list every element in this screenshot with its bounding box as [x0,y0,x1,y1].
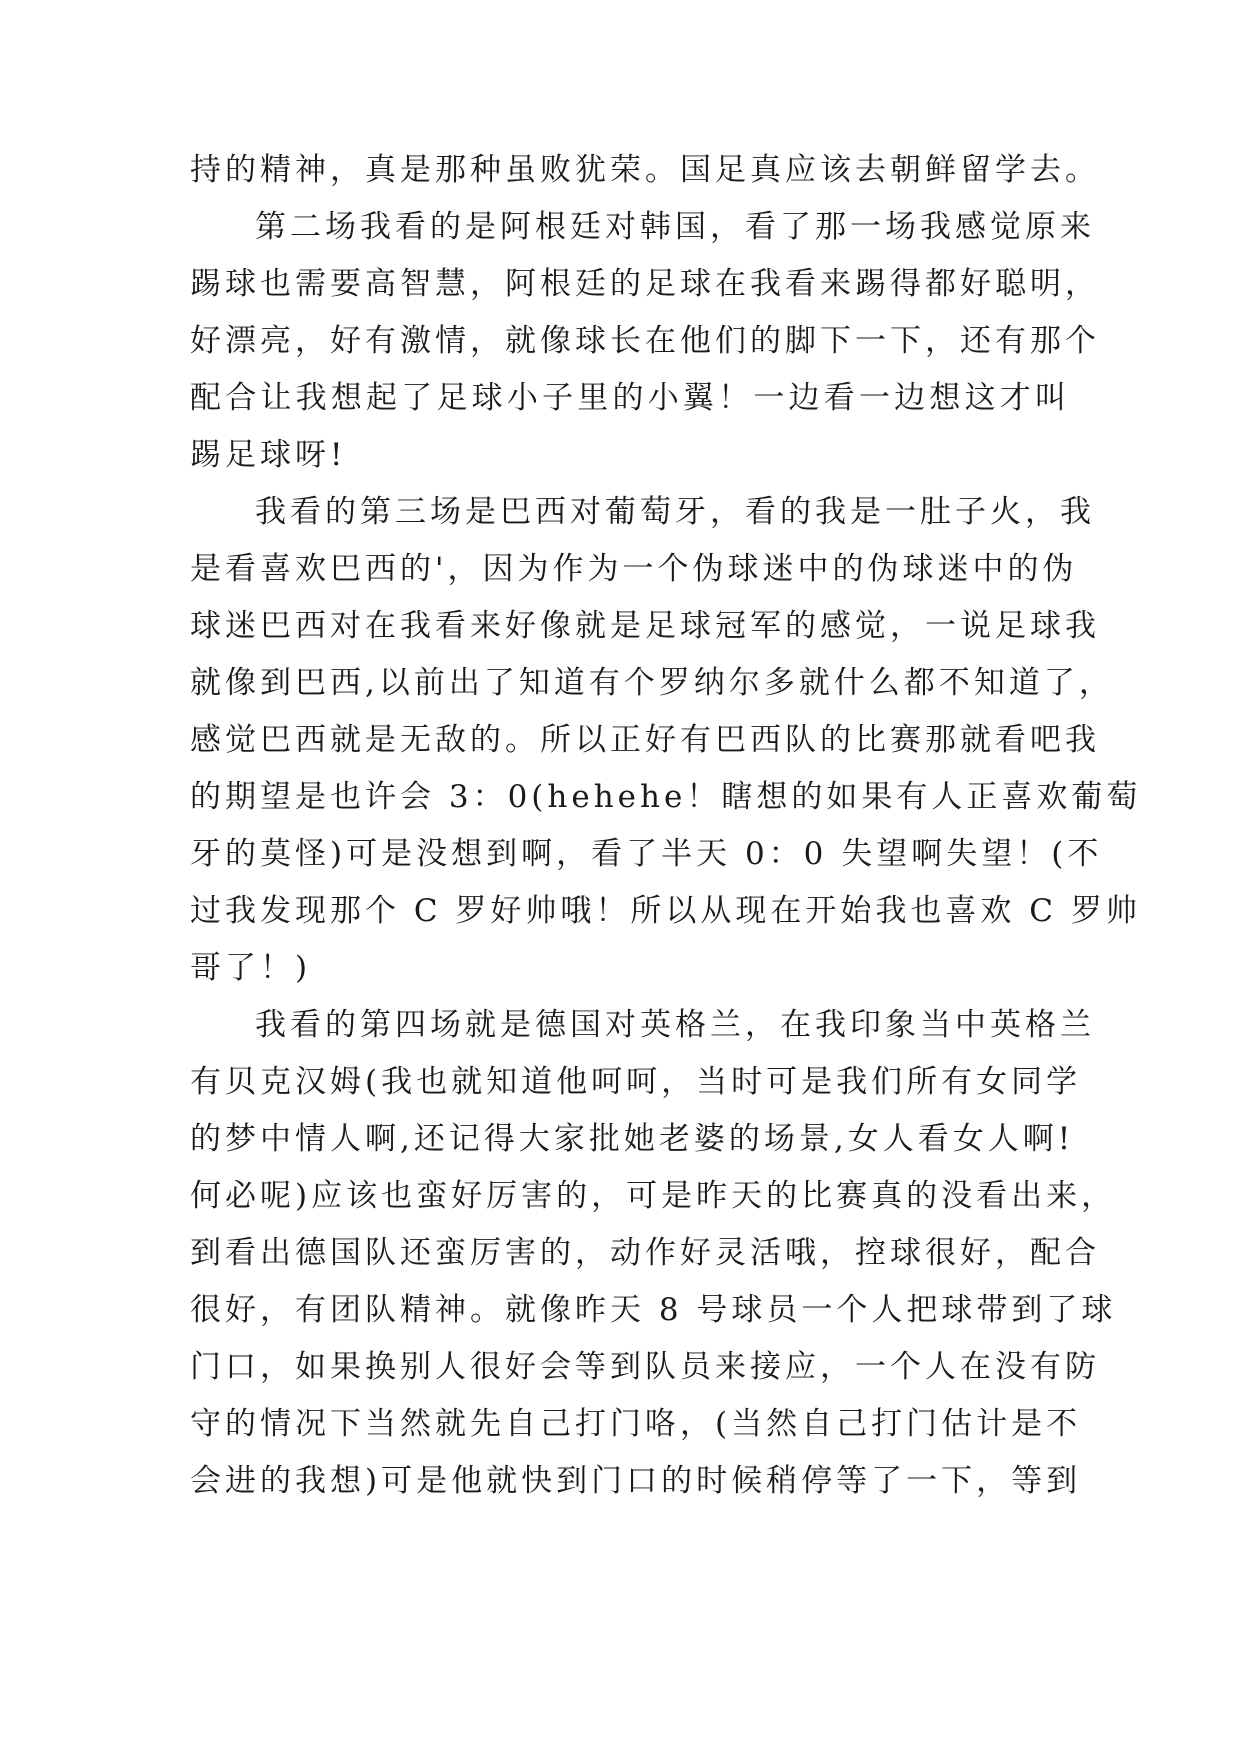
text-line: 好漂亮，好有激情，就像球长在他们的脚下一下，还有那个 [190,323,1100,359]
text-line: 牙的莫怪)可是没想到啊，看了半天 0：0 失望啊失望！(不 [190,836,1103,872]
text-line: 是看喜欢巴西的'，因为作为一个伪球迷中的伪球迷中的伪 [190,551,1078,587]
text-line: 守的情况下当然就先自己打门咯，(当然自己打门估计是不 [190,1406,1082,1442]
text-line: 就像到巴西,以前出了知道有个罗纳尔多就什么都不知道了， [190,665,1114,701]
paragraph-first-line: 我看的第三场是巴西对葡萄牙，看的我是一肚子火，我 [255,494,1095,530]
text-line: 有贝克汉姆(我也就知道他呵呵，当时可是我们所有女同学 [190,1064,1082,1100]
paragraph-last-line: 哥了！) [190,950,312,986]
paragraph-first-line: 我看的第四场就是德国对英格兰，在我印象当中英格兰 [255,1007,1095,1043]
text-line: 何必呢)应该也蛮好厉害的，可是昨天的比赛真的没看出来， [190,1178,1117,1214]
text-line: 踢球也需要高智慧，阿根廷的足球在我看来踢得都好聪明， [190,266,1100,302]
text-line: 配合让我想起了足球小子里的小翼！一边看一边想这才叫 [190,380,1070,416]
text-line: 的期望是也许会 3：0(hehehe！瞎想的如果有人正喜欢葡萄 [190,779,1142,815]
text-line: 持的精神，真是那种虽败犹荣。国足真应该去朝鲜留学去。 [190,152,1100,188]
text-line: 感觉巴西就是无敌的。所以正好有巴西队的比赛那就看吧我 [190,722,1100,758]
paragraph-last-line: 踢足球呀! [190,437,347,473]
text-line: 到看出德国队还蛮厉害的，动作好灵活哦，控球很好，配合 [190,1235,1100,1271]
text-line: 很好，有团队精神。就像昨天 8 号球员一个人把球带到了球 [190,1292,1117,1328]
text-line: 过我发现那个 C 罗好帅哦！所以从现在开始我也喜欢 C 罗帅 [190,893,1141,929]
text-line: 球迷巴西对在我看来好像就是足球冠军的感觉，一说足球我 [190,608,1100,644]
text-line: 会进的我想)可是他就快到门口的时候稍停等了一下，等到 [190,1463,1082,1499]
text-line: 的梦中情人啊,还记得大家批她老婆的场景,女人看女人啊! [190,1121,1075,1157]
text-line: 门口，如果换别人很好会等到队员来接应，一个人在没有防 [190,1349,1100,1385]
paragraph-first-line: 第二场我看的是阿根廷对韩国，看了那一场我感觉原来 [255,209,1095,245]
